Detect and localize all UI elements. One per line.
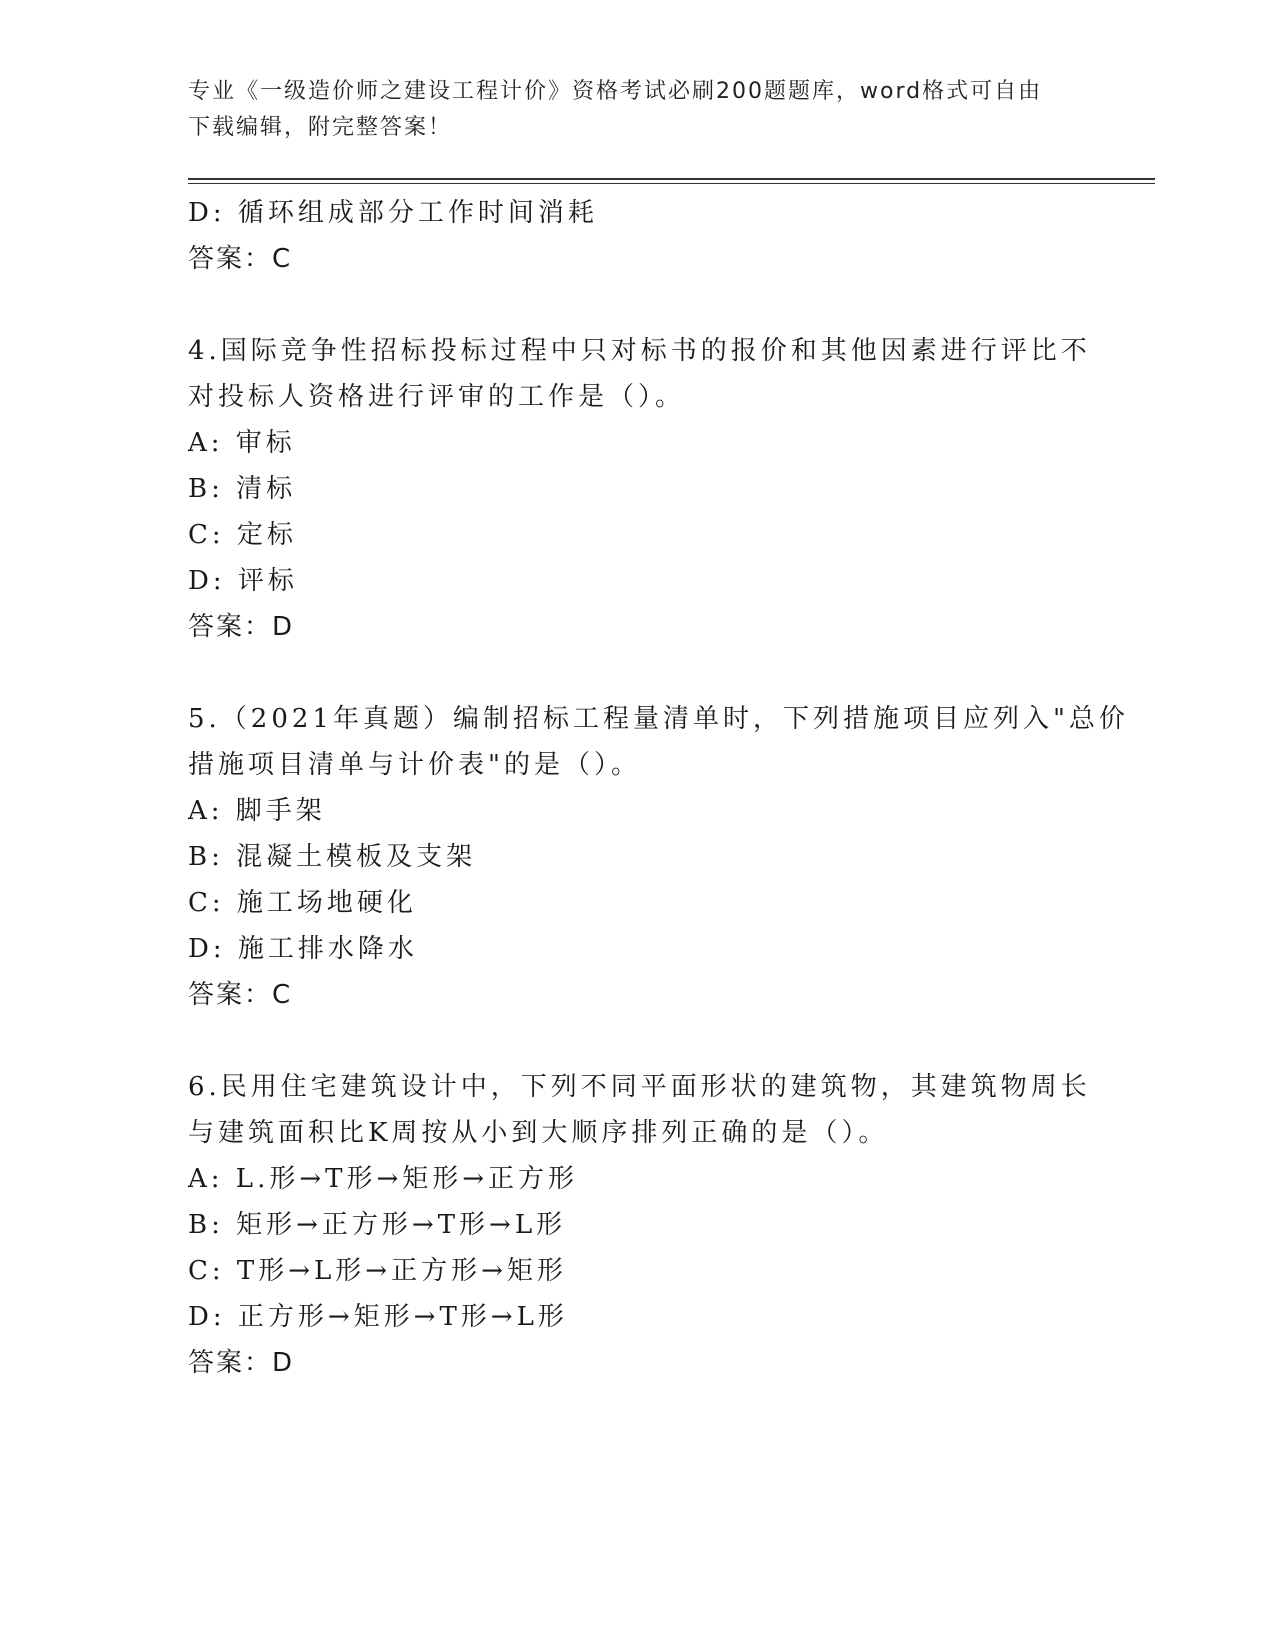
question-text-line-1: 5.（2021年真题）编制招标工程量清单时，下列措施项目应列入"总价 bbox=[188, 704, 1129, 734]
option-c: C: T形→L形→正方形→矩形 bbox=[188, 1256, 567, 1286]
option-b: B: 混凝土模板及支架 bbox=[188, 842, 477, 872]
header-divider bbox=[188, 178, 1155, 180]
option-d: D: 正方形→矩形→T形→L形 bbox=[188, 1302, 568, 1332]
option-a: A: L.形→T形→矩形→正方形 bbox=[188, 1164, 579, 1194]
document-header bbox=[188, 74, 1088, 146]
question-6 bbox=[188, 1064, 1091, 1386]
question-5 bbox=[188, 696, 1129, 1018]
question-4 bbox=[188, 328, 1091, 650]
question-text-line-2: 对投标人资格进行评审的工作是（）。 bbox=[188, 382, 686, 412]
option-d: D: 循环组成部分工作时间消耗 bbox=[188, 198, 598, 228]
question-text-line-2: 与建筑面积比K周按从小到大顺序排列正确的是（）。 bbox=[188, 1118, 889, 1148]
previous-question-tail bbox=[188, 190, 1088, 282]
option-d: D: 施工排水降水 bbox=[188, 934, 418, 964]
option-c: C: 定标 bbox=[188, 520, 297, 550]
option-b: B: 矩形→正方形→T形→L形 bbox=[188, 1210, 567, 1240]
question-list bbox=[188, 190, 1129, 1386]
question-text-line-1: 6.民用住宅建筑设计中，下列不同平面形状的建筑物，其建筑物周长 bbox=[188, 1072, 1091, 1102]
answer: 答案：C bbox=[188, 244, 293, 274]
option-d: D: 评标 bbox=[188, 566, 298, 596]
header-divider-thin bbox=[188, 183, 1155, 184]
option-a: A: 审标 bbox=[188, 428, 296, 458]
answer: 答案：C bbox=[188, 980, 293, 1010]
question-text-line-1: 4.国际竞争性招标投标过程中只对标书的报价和其他因素进行评比不 bbox=[188, 336, 1091, 366]
answer: 答案：D bbox=[188, 612, 295, 642]
question-text-line-2: 措施项目清单与计价表"的是（）。 bbox=[188, 750, 641, 780]
option-c: C: 施工场地硬化 bbox=[188, 888, 417, 918]
option-b: B: 清标 bbox=[188, 474, 297, 504]
header-line-2: 下载编辑，附完整答案！ bbox=[188, 115, 453, 140]
option-a: A: 脚手架 bbox=[188, 796, 326, 826]
answer: 答案：D bbox=[188, 1348, 295, 1378]
header-line-1: 专业《一级造价师之建设工程计价》资格考试必刷200题题库，word格式可自由 bbox=[188, 79, 1043, 104]
